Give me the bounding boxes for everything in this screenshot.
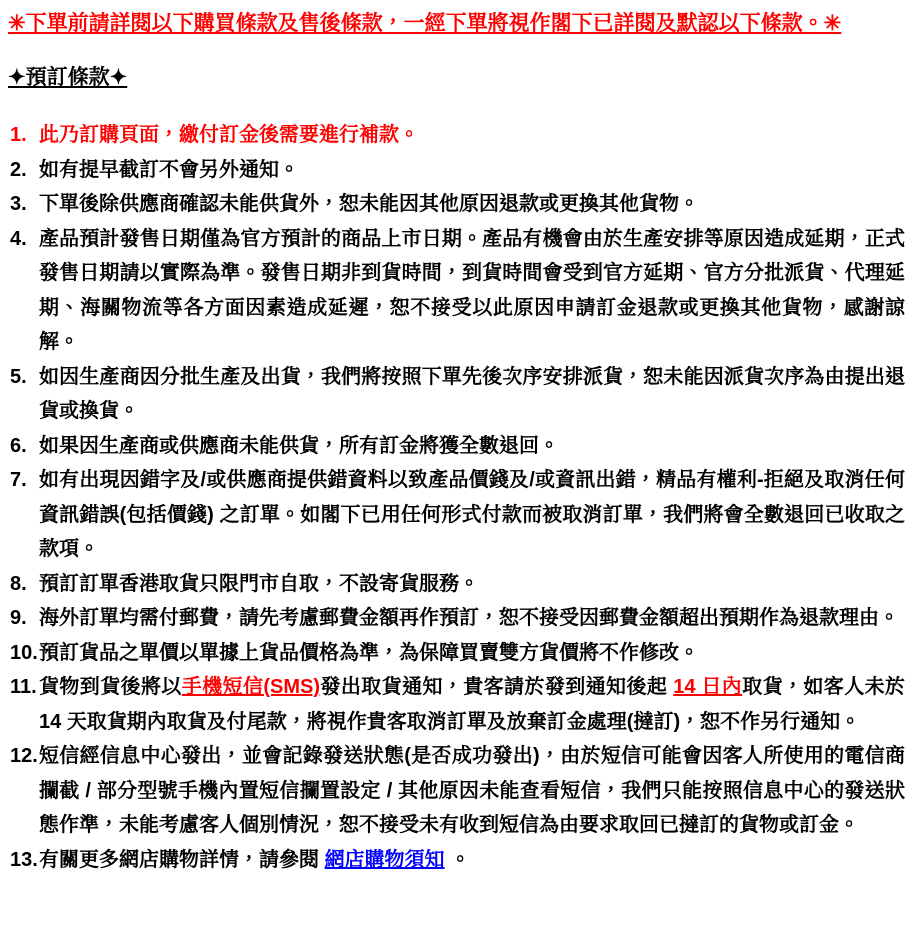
term-text: 此乃訂購頁面，繳付訂金後需要進行補款。 [39,124,419,146]
term-text: 短信經信息中心發出，並會記錄發送狀態(是否成功發出)，由於短信可能會因客人所使用的電信商攔截 / 部分型號手機內置短信攔置設定 / 其他原因未能查看短信，我們只能按照信息中心的發送狀態作準，未能考慮客人個別情況，恕不接受未有收到短信為由要求取回已撻訂的貨物或訂金。 [39,745,905,836]
term-number: 13. [10,848,38,871]
term-text: 預訂訂單香港取貨只限門市自取，不設寄貨服務。 [39,572,479,595]
term-number: 3. [10,193,27,215]
term-text [39,843,905,878]
term-text: 如有出現因錯字及/或供應商提供錯資料以致產品價錢及/或資訊出錯，精品有權利-拒絕及取消任何資訊錯誤(包括價錢) 之訂單。如閣下已用任何形式付款而被取消訂單，我們將會全數退回已收取之款項。 [39,469,905,560]
term-number: 6. [10,434,27,457]
term-item-7 [8,463,905,567]
term-text [39,670,905,739]
term-item-9 [8,601,905,636]
term-text: 產品預計發售日期僅為官方預計的商品上市日期。產品有機會由於生產安排等原因造成延期，正式發售日期請以實際為準。發售日期非到貨時間，到貨時間會受到官方延期、官方分批派貨、代理延期、海關物流等各方面因素造成延遲，恕不接受以此原因申請訂金退款或更換其他貨物，感謝諒解。 [39,227,905,353]
term-text: 海外訂單均需付郵費，請先考慮郵費金額再作預訂，恕不接受因郵費金額超出預期作為退款理由。 [39,607,899,629]
shop-guide-link[interactable]: 網店購物須知 [324,848,445,871]
term-number: 10. [10,641,38,664]
term-text: 如因生產商因分批生產及出貨，我們將按照下單先後次序安排派貨，恕未能因派貨次序為由提出退貨或換貨。 [39,365,905,422]
term-item-10 [8,636,905,671]
term-text: 下單後除供應商確認未能供貨外，恕未能因其他原因退款或更換其他貨物。 [39,193,699,215]
sms-notice-highlight: 手機短信(SMS) [181,676,321,698]
term-number: 5. [10,365,27,388]
terms-list [8,118,905,877]
term-number: 9. [10,607,27,629]
term-number: 4. [10,227,27,250]
term-number: 12. [10,745,38,767]
term-item-4 [8,222,905,360]
term-item-8 [8,567,905,602]
term-item-2 [8,153,905,188]
term-text-segment: 發出取貨通知，貴客請於發到通知後起 [320,676,674,698]
term-text-segment: 。 [444,848,471,871]
term-number: 1. [10,124,27,146]
term-text-segment: 有關更多網店購物詳情，請參閱 [39,848,325,871]
term-text: 預訂貨品之單價以單據上貨品價格為準，為保障買賣雙方貨價將不作修改。 [39,641,699,664]
term-text: 如有提早截訂不會另外通知。 [39,158,299,181]
term-text-segment: 貨物到貨後將以 [39,676,182,698]
pickup-deadline-highlight: 14 日內 [673,676,743,698]
term-item-13 [8,843,905,878]
section-title-preorder-terms: ✦預訂條款✦ [8,66,128,89]
term-item-5 [8,360,905,429]
term-text-segment: 取貨，如客人未於 14 天取貨期內取貨及付尾款，將視作貴客取消訂單及放棄訂金處理(撻訂)，恕不作另行通知。 [39,676,905,733]
term-number: 7. [10,469,27,491]
term-item-3 [8,187,905,222]
term-item-11 [8,670,905,739]
purchase-warning-banner: ✳下單前請詳閱以下購買條款及售後條款，一經下單將視作閣下已詳閱及默認以下條款。✳ [8,12,842,35]
term-item-12 [8,739,905,843]
term-text: 如果因生產商或供應商未能供貨，所有訂金將獲全數退回。 [39,434,559,457]
term-number: 11. [10,676,37,698]
term-number: 8. [10,572,27,595]
term-item-1 [8,118,905,153]
term-number: 2. [10,158,27,181]
term-item-6 [8,429,905,464]
